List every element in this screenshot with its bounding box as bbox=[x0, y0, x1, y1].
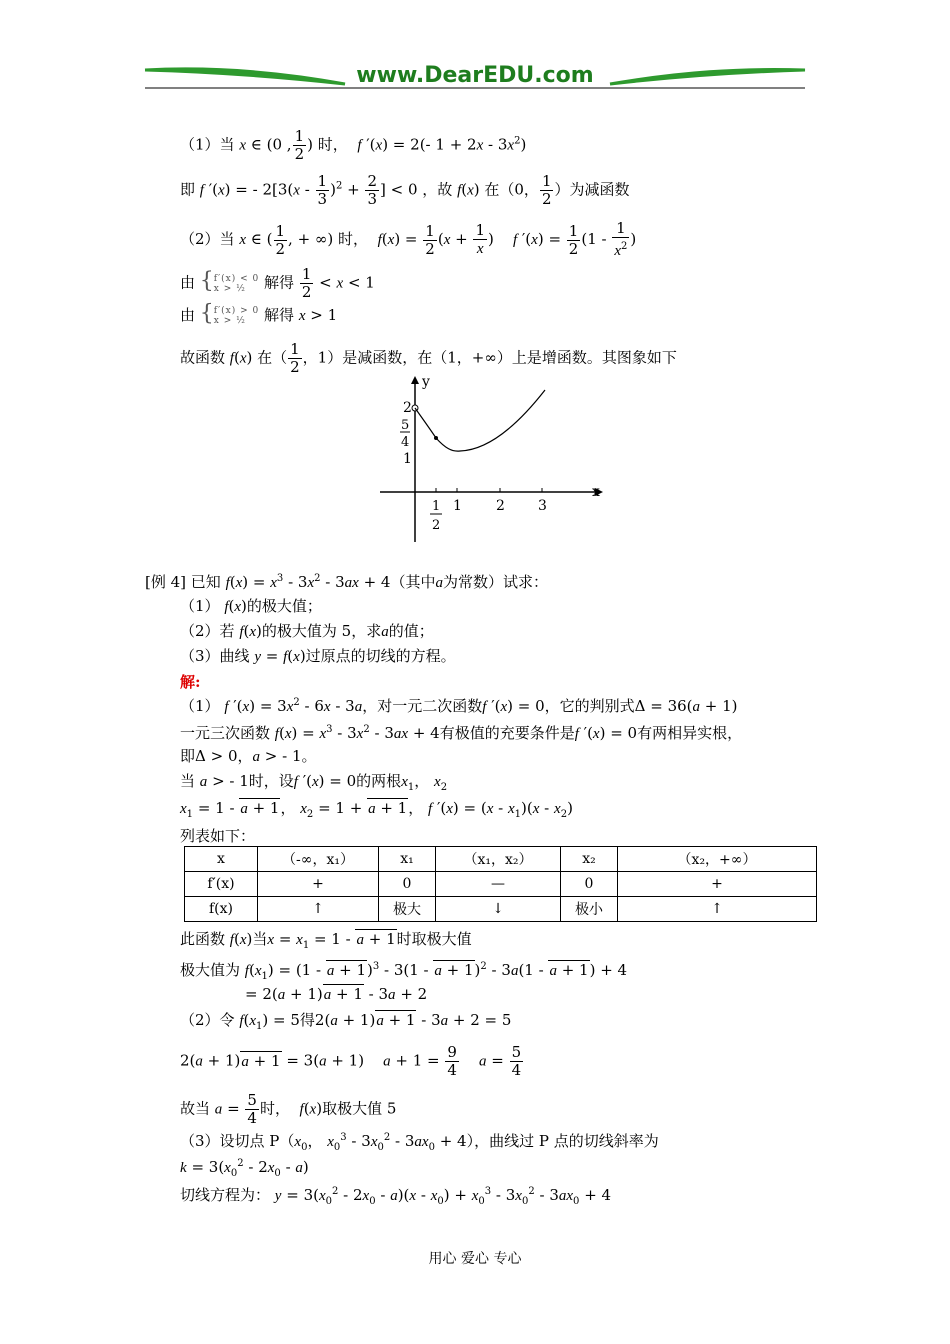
table-cell: f(x) bbox=[185, 897, 258, 922]
table-row bbox=[185, 897, 817, 922]
x-tick-half-den: 2 bbox=[432, 518, 441, 533]
header-logo bbox=[140, 60, 810, 96]
text: 时，设 bbox=[248, 772, 294, 790]
table-cell: ↓ bbox=[436, 897, 561, 922]
text: 故函数 bbox=[180, 348, 226, 367]
s12: 故当 a = $\frac{5}{4}$ 时， f(x)取极大值 5 bbox=[180, 1091, 397, 1127]
line-2: 即 f ′(x) = - 2[3(x - $\frac{1}{3}$ )$^2$ + $\frac{2}{3}$ ] < 0 ，故 f(x) 在（0， $\frac{1}{2}$ ）为减函数 bbox=[180, 172, 630, 208]
text: 时， bbox=[317, 135, 348, 154]
text: 当 bbox=[180, 772, 196, 790]
text: （1）当 bbox=[180, 135, 235, 154]
table-cell: （-∞，x₁） bbox=[258, 847, 379, 872]
s1: （1） f $'(x) = 3x^2 - 6x - 3a$，对一元二次函数f ′(x) = 0，它的判别式Δ = 36(a + 1) bbox=[180, 697, 738, 715]
text: 的值； bbox=[388, 622, 434, 640]
line-6: 故函数 f(x) 在（ $\frac{1}{2}$ ，1）是减函数，在（1，+∞）上是增函数。其图象如下 bbox=[180, 340, 677, 376]
s10: （2）令 $f(x_1) = 5$得2(a + 1)a + 1 - 3a + 2 = 5 bbox=[180, 1011, 512, 1032]
q2: （2）若 f(x)的极大值为 5，求a的值； bbox=[180, 622, 434, 640]
x-tick-1: 1 bbox=[453, 498, 462, 514]
y-axis-arrow bbox=[411, 376, 419, 384]
table-cell: — bbox=[436, 872, 561, 897]
line-5: 由 {f′(x) > 0 x > ½ 解得 x > 1 bbox=[180, 301, 338, 326]
table-cell: 极小 bbox=[561, 897, 618, 922]
x-tick-2: 2 bbox=[496, 498, 505, 514]
text: 时， bbox=[259, 1099, 290, 1118]
text: 为减函数 bbox=[569, 180, 630, 199]
text: （1） bbox=[180, 697, 220, 715]
text: （2）当 bbox=[180, 230, 235, 248]
table-cell: ↑ bbox=[258, 897, 379, 922]
text: 此函数 bbox=[180, 930, 226, 948]
table-cell: 极大 bbox=[379, 897, 436, 922]
text: 得 bbox=[299, 1011, 315, 1029]
table-row bbox=[185, 872, 817, 897]
y-tick-4: 4 bbox=[401, 435, 410, 450]
table-cell: x₂ bbox=[561, 847, 618, 872]
text: 由 bbox=[180, 273, 196, 292]
q3: （3）曲线 y = f(x)过原点的切线的方程。 bbox=[180, 647, 456, 665]
s6: 列表如下： bbox=[180, 827, 256, 845]
text: 切线方程为： bbox=[180, 1186, 271, 1204]
logo-text: www.DearEDU.com bbox=[356, 63, 594, 88]
table-row bbox=[185, 847, 817, 872]
text: ，故 bbox=[422, 180, 453, 199]
table-cell: 0 bbox=[561, 872, 618, 897]
text: ），曲线过 P 点的切线斜率为 bbox=[466, 1132, 659, 1150]
text: 为常数）试求： bbox=[443, 573, 549, 591]
s7: 此函数 f(x)当$x = x_1 = 1 - a + 1$时取极大值 bbox=[180, 930, 472, 951]
line-1: （1）当 x ∈ (0 , $\frac{1}{2}$ ) 时， f ′(x) = 2(- $1 + 2x - 3x^2$) bbox=[180, 127, 527, 163]
sign-table bbox=[184, 846, 817, 922]
s2: 一元三次函数 $f(x) = x^3 - 3x^2 - 3ax + 4$有极值的充要条件是f ′(x) = 0有两相异实根， bbox=[180, 724, 743, 742]
text: 即 bbox=[180, 747, 196, 765]
text: 一元三次函数 bbox=[180, 724, 271, 742]
text: 有两相异实根， bbox=[637, 724, 743, 742]
text: 的两根 bbox=[356, 772, 402, 790]
text: 由 bbox=[180, 306, 196, 324]
text: （1） bbox=[180, 597, 220, 615]
text: 解得 bbox=[264, 273, 295, 292]
table-cell: 0 bbox=[379, 872, 436, 897]
q1: （1） f(x)的极大值； bbox=[180, 597, 322, 615]
table-cell: （x₁，x₂） bbox=[436, 847, 561, 872]
text: ，它的判别式 bbox=[544, 697, 635, 715]
text: 极大值为 bbox=[180, 961, 241, 979]
y-tick-1: 1 bbox=[403, 451, 412, 467]
curve bbox=[415, 390, 545, 451]
s9: = 2(a + 1)a + 1 - 3a + 2 bbox=[245, 985, 428, 1003]
text: （3）曲线 bbox=[180, 647, 250, 665]
s13: （3）设切点 $P(x_0$， $x_0^3 - 3x_0^2 - 3ax_0 + 4$），曲线过 P 点的切线斜率为 bbox=[180, 1132, 659, 1153]
table-cell: f′(x) bbox=[185, 872, 258, 897]
text: 故当 bbox=[180, 1099, 211, 1118]
table-cell: + bbox=[618, 872, 817, 897]
function-graph bbox=[370, 372, 610, 547]
solution-label: 解: bbox=[180, 673, 201, 691]
text: [例 4] 已知 bbox=[145, 573, 221, 591]
text: 解得 bbox=[264, 306, 295, 324]
line-4: 由 {f′(x) < 0 x > ½ 解得 $\frac{1}{2}$ < x < 1 bbox=[180, 265, 375, 301]
text: 时， bbox=[338, 230, 369, 248]
text: 即 bbox=[180, 180, 196, 199]
table-cell: ↑ bbox=[618, 897, 817, 922]
s3: 即Δ > 0，a > - 1。 bbox=[180, 747, 317, 765]
table-cell: （x₂，+∞） bbox=[618, 847, 817, 872]
text: 时取极大值 bbox=[396, 930, 472, 948]
text: 取极大值 5 bbox=[322, 1099, 397, 1118]
table-cell: x₁ bbox=[379, 847, 436, 872]
text: 过原点的切线的方程。 bbox=[305, 647, 456, 665]
y-tick-5: 5 bbox=[401, 418, 410, 433]
example4-title: [例 4] 已知 $f(x) = x^3 - 3x^2 - 3ax + 4$（其中a为常数）试求： bbox=[145, 573, 549, 591]
text: 当 bbox=[252, 930, 268, 948]
x-axis-label: x bbox=[592, 484, 600, 500]
text: 的极大值； bbox=[246, 597, 322, 615]
y-tick-2: 2 bbox=[403, 400, 412, 416]
footer: 用心 爱心 专心 bbox=[428, 1251, 522, 1267]
text: （其中 bbox=[390, 573, 436, 591]
s4: 当 a > - 1时，设f ′(x) = 0的两根$x_1$， $x_2$ bbox=[180, 772, 448, 793]
s14: $k = 3(x_0^2 - 2x_0 - a)$ bbox=[180, 1158, 309, 1179]
s5: $x_1 = 1 - a + 1$， $x_2 = 1 + a + 1$， f $'(x) = (x - x_1)(x - x_2)$ bbox=[180, 799, 573, 820]
text: 有极值的充要条件是 bbox=[439, 724, 575, 742]
s8: 极大值为 $f(x_1) = (1 - a + 1)^3 - 3(1 - a + 1)^2 - 3a(1 - a + 1) + 4$ bbox=[180, 961, 628, 982]
text: （2）若 bbox=[180, 622, 235, 640]
x-tick-half-num: 1 bbox=[432, 499, 441, 514]
text: 是减函数，在（1，+∞）上是增函数。其图象如下 bbox=[342, 348, 677, 367]
s15: 切线方程为： $y = 3(x_0^2 - 2x_0 - a)(x - x_0) + x_0^3 - 3x_0^2 - 3ax_0 + 4$ bbox=[180, 1186, 612, 1207]
text: ，对一元二次函数 bbox=[362, 697, 483, 715]
text: （3）设切点 P（ bbox=[180, 1132, 295, 1150]
y-axis-label: y bbox=[422, 374, 430, 390]
text: （2）令 bbox=[180, 1011, 235, 1029]
s11: 2(a + 1)a + 1 = 3(a + 1) a + 1 = $\frac{9}{4}$ a = $\frac{5}{4}$ bbox=[180, 1043, 522, 1079]
text: 的极大值为 5，求 bbox=[261, 622, 382, 640]
line-3: （2）当 x ∈ ( $\frac{1}{2}$ , + ∞) 时， f(x) = $\frac{1}{2}$ (x + $\frac{1}{x}$ ) f ′(x) = $\frac{1}{2}$ (1 - $\frac{1}{x^2}$ ) bbox=[180, 219, 637, 259]
table-cell: x bbox=[185, 847, 258, 872]
table-cell: + bbox=[258, 872, 379, 897]
x-tick-3: 3 bbox=[538, 498, 547, 514]
